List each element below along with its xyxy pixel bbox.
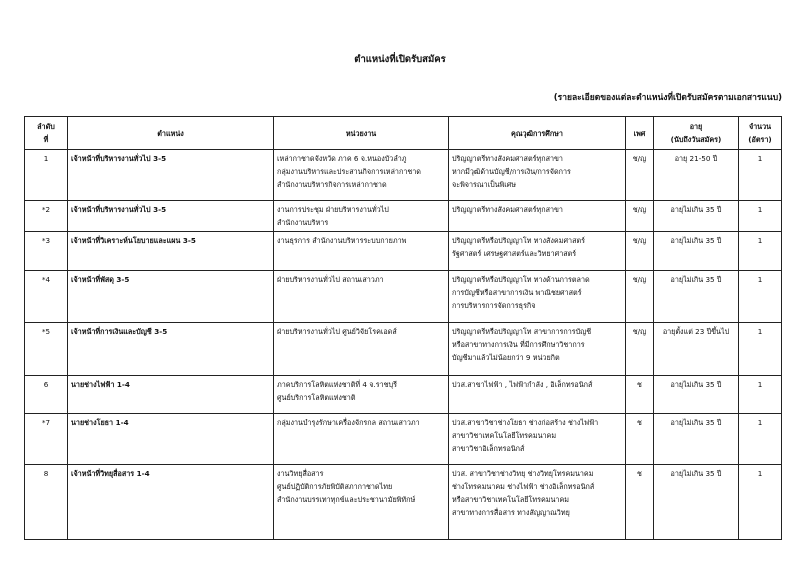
cell-no: 6: [25, 376, 68, 414]
cell-unit-line: เหล่ากาชาดจังหวัด ภาค 6 จ.หนองบัวลำภู: [277, 154, 407, 163]
table-row: [25, 414, 782, 465]
cell-unit-line: ศูนย์ปฏิบัติการภัยพิบัติสภากาชาดไทย: [277, 482, 393, 491]
cell-qualification: [449, 465, 626, 540]
cell-count: 1: [739, 201, 782, 232]
cell-unit: [274, 271, 449, 323]
cell-qualification-line: การบัญชีหรือสาขาการเงิน พาณิชยศาสตร์: [452, 288, 582, 297]
cell-qualification: [449, 323, 626, 376]
header-age: อายุ (นับถึงวันสมัคร): [654, 117, 739, 150]
cell-qualification-line: บัญชีมาแล้วไม่น้อยกว่า 9 หน่วยกิต: [452, 353, 560, 362]
cell-age: อายุ 21-50 ปี: [654, 150, 739, 201]
cell-qualification-line: ปวส.สาขาวิชาช่างโยธา ช่างก่อสร้าง ช่างไฟฟ้า: [452, 418, 599, 427]
table-row: [25, 465, 782, 540]
header-qualification: คุณวุฒิการศึกษา: [449, 117, 626, 150]
cell-age: อายุไม่เกิน 35 ปี: [654, 465, 739, 540]
cell-sex: ช: [626, 376, 654, 414]
cell-age: อายุไม่เกิน 35 ปี: [654, 201, 739, 232]
cell-qualification-line: ปริญญาตรีหรือปริญญาโท ทางด้านการตลาด: [452, 275, 590, 284]
table-row: [25, 150, 782, 201]
cell-no: *4: [25, 271, 68, 323]
cell-unit: [274, 465, 449, 540]
cell-unit: [274, 232, 449, 271]
cell-count: 1: [739, 376, 782, 414]
cell-unit: [274, 201, 449, 232]
table-row: [25, 201, 782, 232]
table-row: [25, 323, 782, 376]
cell-qualification-line: สาขาวิชาเทคโนโลยีโทรคมนาคม: [452, 431, 557, 440]
cell-count: 1: [739, 150, 782, 201]
cell-no: *5: [25, 323, 68, 376]
cell-qualification: [449, 232, 626, 271]
cell-unit-line: งานการประชุม ฝ่ายบริหารงานทั่วไป: [277, 205, 389, 214]
cell-unit-line: ฝ่ายบริหารงานทั่วไป สถานเสาวภา: [277, 275, 384, 284]
cell-qualification-line: จะพิจารณาเป็นพิเศษ: [452, 180, 517, 189]
cell-qualification-line: สาขาวิชาอิเล็กทรอนิกส์: [452, 444, 525, 453]
cell-qualification: [449, 150, 626, 201]
cell-sex: ช/ญ: [626, 323, 654, 376]
cell-unit-line: กลุ่มงานบำรุงรักษาเครื่องจักรกล สถานเสาวภา: [277, 418, 420, 427]
table-row: [25, 232, 782, 271]
cell-unit-line: กลุ่มงานบริหารและประสานกิจการเหล่ากาชาด: [277, 167, 421, 176]
cell-qualification-line: ปวส. สาขาวิชาช่างวิทยุ ช่างวิทยุโทรคมนาคม: [452, 469, 594, 478]
cell-no: *2: [25, 201, 68, 232]
cell-qualification: [449, 376, 626, 414]
cell-sex: ช: [626, 414, 654, 465]
cell-position: เจ้าหน้าที่การเงินและบัญชี 3-5: [68, 323, 274, 376]
cell-qualification-line: ปริญญาตรีหรือปริญญาโท สาขาการการบัญชี: [452, 327, 592, 336]
header-position: ตำแหน่ง: [68, 117, 274, 150]
table-header-row: [25, 117, 782, 150]
cell-count: 1: [739, 271, 782, 323]
cell-age: อายุไม่เกิน 35 ปี: [654, 271, 739, 323]
cell-qualification-line: หากมีวุฒิด้านบัญชี/การเงิน/การจัดการ: [452, 167, 571, 176]
cell-position: นายช่างโยธา 1-4: [68, 414, 274, 465]
cell-count: 1: [739, 465, 782, 540]
table-row: [25, 376, 782, 414]
cell-count: 1: [739, 323, 782, 376]
positions-table: [24, 116, 782, 540]
cell-position: เจ้าหน้าที่บริหารงานทั่วไป 3-5: [68, 201, 274, 232]
cell-qualification-line: ปริญญาตรีทางสังคมศาสตร์ทุกสาขา: [452, 154, 563, 163]
cell-unit: [274, 150, 449, 201]
cell-sex: ช: [626, 465, 654, 540]
cell-unit-line: ภาคบริการโลหิตแห่งชาติที่ 4 จ.ราชบุรี: [277, 380, 397, 389]
cell-unit-line: สำนักงานบรรเทาทุกข์และประชานามัยพิทักษ์: [277, 495, 416, 504]
cell-qualification-line: การบริหารการจัดการธุรกิจ: [452, 301, 536, 310]
cell-count: 1: [739, 232, 782, 271]
page-title: ตำแหน่งที่เปิดรับสมัคร: [354, 54, 446, 65]
header-sex: เพศ: [626, 117, 654, 150]
cell-qualification-line: ปริญญาตรีหรือปริญญาโท ทางสังคมศาสตร์: [452, 236, 585, 245]
cell-unit-line: ศูนย์บริการโลหิตแห่งชาติ: [277, 393, 356, 402]
cell-age: อายุไม่เกิน 35 ปี: [654, 232, 739, 271]
cell-position: เจ้าหน้าที่วิทยุสื่อสาร 1-4: [68, 465, 274, 540]
cell-qualification-line: ปริญญาตรีทางสังคมศาสตร์ทุกสาขา: [452, 205, 563, 214]
cell-qualification-line: หรือสาขาวิชาเทคโนโลยีโทรคมนาคม: [452, 495, 569, 504]
cell-age: อายุไม่เกิน 35 ปี: [654, 414, 739, 465]
header-no: ลำดับ ที่: [25, 117, 68, 150]
cell-qualification: [449, 271, 626, 323]
cell-sex: ช/ญ: [626, 201, 654, 232]
cell-sex: ช/ญ: [626, 150, 654, 201]
cell-sex: ช/ญ: [626, 232, 654, 271]
cell-unit: [274, 323, 449, 376]
cell-unit: [274, 376, 449, 414]
page-subtitle: (รายละเอียดของแต่ละตำแหน่งที่เปิดรับสมัครตามเอกสารแนบ): [553, 93, 782, 103]
cell-qualification-line: รัฐศาสตร์ เศรษฐศาสตร์และวิทยาศาสตร์: [452, 249, 577, 258]
cell-no: 1: [25, 150, 68, 201]
cell-count: 1: [739, 414, 782, 465]
cell-unit-line: งานธุรการ สำนักงานบริหารระบบกายภาพ: [277, 236, 407, 245]
cell-qualification-line: ช่างโทรคมนาคม ช่างไฟฟ้า ช่างอิเล็กทรอนิกส์: [452, 482, 595, 491]
cell-qualification: [449, 414, 626, 465]
cell-unit: [274, 414, 449, 465]
cell-no: *7: [25, 414, 68, 465]
cell-qualification-line: สาขาทางการสื่อสาร ทางสัญญาณวิทยุ: [452, 508, 570, 517]
cell-unit-line: สำนักงานบริหารกิจการเหล่ากาชาด: [277, 180, 387, 189]
cell-position: เจ้าหน้าที่บริหารงานทั่วไป 3-5: [68, 150, 274, 201]
cell-age: อายุไม่เกิน 35 ปี: [654, 376, 739, 414]
cell-no: *3: [25, 232, 68, 271]
table-row: [25, 271, 782, 323]
cell-position: นายช่างไฟฟ้า 1-4: [68, 376, 274, 414]
header-unit: หน่วยงาน: [274, 117, 449, 150]
cell-unit-line: ฝ่ายบริหารงานทั่วไป ศูนย์วิจัยโรคเอดส์: [277, 327, 397, 336]
cell-position: เจ้าหน้าที่พัสดุ 3-5: [68, 271, 274, 323]
cell-qualification-line: หรือสาขาทางการเงิน ที่มีการศึกษาวิชาการ: [452, 340, 585, 349]
cell-no: 8: [25, 465, 68, 540]
cell-unit-line: งานวิทยุสื่อสาร: [277, 469, 324, 478]
cell-age: อายุตั้งแต่ 23 ปีขึ้นไป: [654, 323, 739, 376]
cell-qualification: [449, 201, 626, 232]
cell-position: เจ้าหน้าที่วิเคราะห์นโยบายและแผน 3-5: [68, 232, 274, 271]
cell-unit-line: สำนักงานบริหาร: [277, 218, 329, 227]
header-count: จำนวน (อัตรา): [739, 117, 782, 150]
cell-qualification-line: ปวส.สาขาไฟฟ้า , ไฟฟ้ากำลัง , อิเล็กทรอนิกส์: [452, 380, 593, 389]
cell-sex: ช/ญ: [626, 271, 654, 323]
